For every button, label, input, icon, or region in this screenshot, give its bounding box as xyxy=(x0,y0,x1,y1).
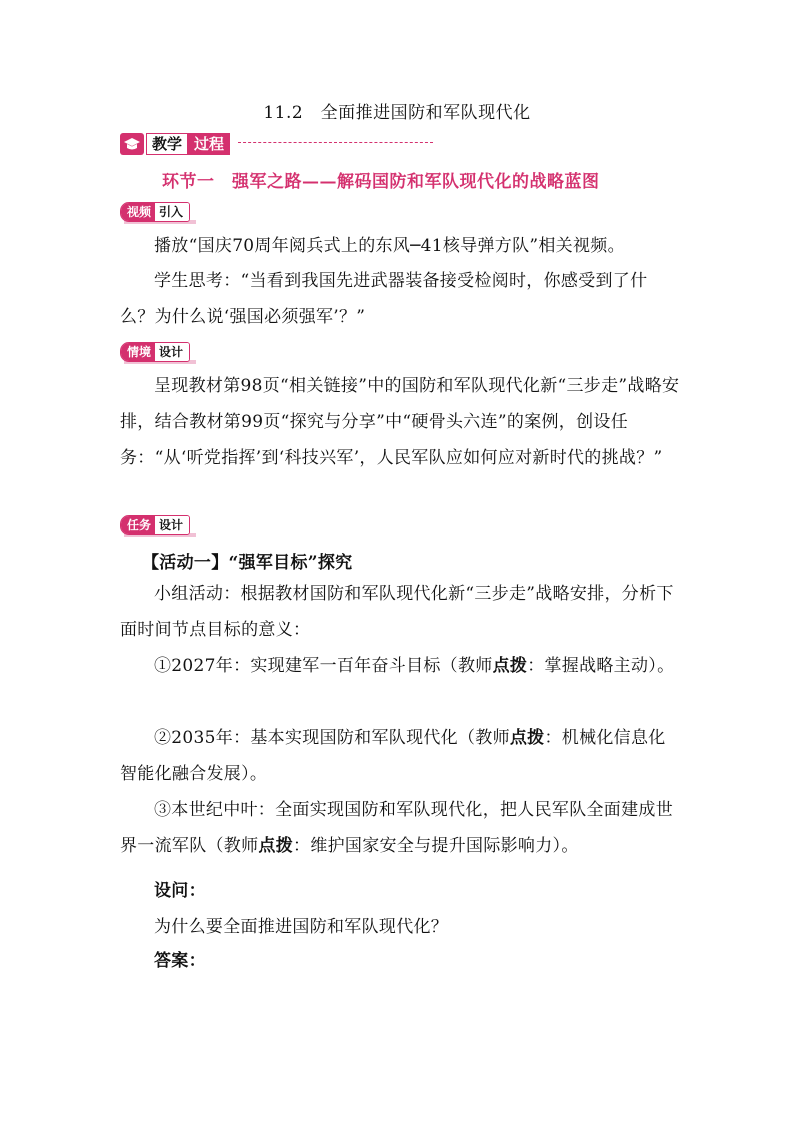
task-design-tag xyxy=(120,515,190,535)
activity-item-2 xyxy=(120,720,680,792)
question-label: 设问： xyxy=(154,881,206,901)
activity-title-text: “强军目标”探究 xyxy=(228,553,353,573)
section-heading: 环节一 强军之路——解码国防和军队现代化的战略蓝图 xyxy=(162,172,600,192)
tag-label-a: 情境 xyxy=(121,343,155,361)
graduation-cap-icon xyxy=(120,133,144,155)
tag-label-a: 任务 xyxy=(121,516,155,534)
banner-left-label: 教学 xyxy=(146,133,188,155)
activity-title-bracket: 【活动一】 xyxy=(142,553,229,573)
item-tail: ：机械化信息化智能化融合发展）。 xyxy=(120,728,666,784)
page-title: 11.2 全面推进国防和军队现代化 xyxy=(263,103,531,123)
video-intro-tag xyxy=(120,202,190,222)
banner-divider xyxy=(238,142,433,143)
answer-label: 答案： xyxy=(154,951,206,971)
item-bold: 点拨 xyxy=(492,656,528,676)
tag-label-b: 设计 xyxy=(155,516,189,534)
scenario-paragraph: 呈现教材第98页“相关链接”中的国防和军队现代化新“三步走”战略安排，结合教材第99页“探究与分享”中“硬骨头六连”的案例，创设任务：“从‘听党指挥’到‘科技兴军’，人民军队应如何应对新时代的挑战？” xyxy=(120,376,680,468)
tag-label-b: 设计 xyxy=(155,343,189,361)
item-tail: ：维护国家安全与提升国际影响力）。 xyxy=(293,836,579,856)
scenario-design-tag xyxy=(120,342,190,362)
item-text: ①2027年：实现建军一百年奋斗目标（教师 xyxy=(154,656,493,676)
activity-item-3 xyxy=(120,792,680,864)
question-text: 为什么要全面推进国防和军队现代化？ xyxy=(154,917,449,937)
activity-item-1 xyxy=(120,648,680,684)
activity-intro: 小组活动：根据教材国防和军队现代化新“三步走”战略安排，分析下面时间节点目标的意义： xyxy=(120,584,674,640)
tag-label-a: 视频 xyxy=(121,203,155,221)
item-bold: 点拨 xyxy=(258,836,294,856)
banner-right-label: 过程 xyxy=(188,133,230,155)
activity-title xyxy=(142,548,352,573)
item-bold: 点拨 xyxy=(509,728,545,748)
video-paragraph-1: 播放“国庆70周年阅兵式上的东风─41核导弹方队”相关视频。 xyxy=(154,236,625,256)
item-text: ②2035年：基本实现国防和军队现代化（教师 xyxy=(154,728,510,748)
item-tail: ：掌握战略主动）。 xyxy=(527,656,675,676)
tag-label-b: 引入 xyxy=(155,203,189,221)
video-paragraph-2: 学生思考：“当看到我国先进武器装备接受检阅时，你感受到了什么？为什么说‘强国必须强军’？” xyxy=(120,271,648,327)
teaching-process-banner xyxy=(120,133,230,155)
item-text: ③本世纪中叶：全面实现国防和军队现代化，把人民军队全面建成世界一流军队（教师 xyxy=(120,800,673,856)
